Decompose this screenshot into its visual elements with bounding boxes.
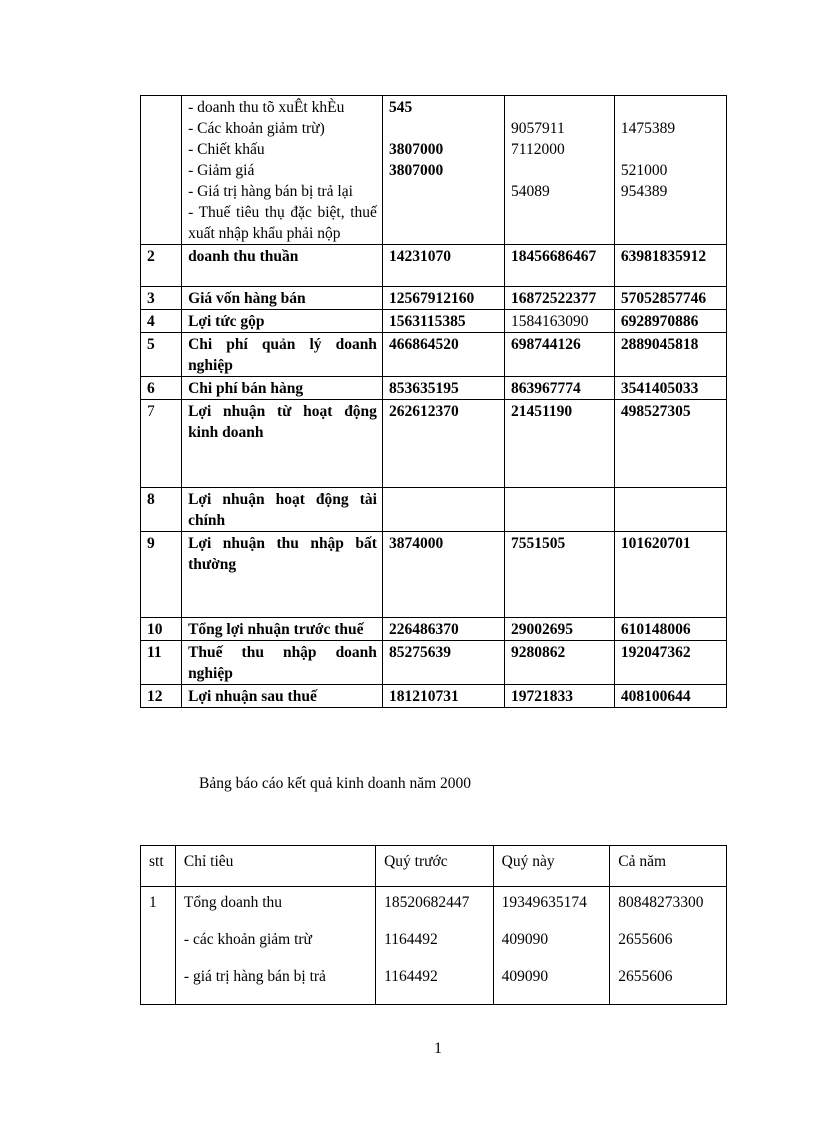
value: 3807000 <box>388 162 444 179</box>
value-cell: 226486370 <box>382 618 504 641</box>
value-cell <box>376 887 494 1005</box>
value-cell: 3541405033 <box>614 377 726 400</box>
table-row <box>141 488 727 532</box>
value <box>389 118 499 139</box>
value-cell: 408100644 <box>614 685 726 708</box>
value-cell: 85275639 <box>382 641 504 685</box>
value: 545 <box>388 99 413 116</box>
stt-cell: 1 <box>141 887 176 1005</box>
value: 3807000 <box>388 141 444 158</box>
value-cell: 29002695 <box>505 618 615 641</box>
value: 409090 <box>501 931 549 948</box>
stt-cell: 4 <box>141 310 182 333</box>
label-cell: Tổng lợi nhuận trước thuế <box>182 618 383 641</box>
label-cell: Chi phí quản lý doanh nghiệp <box>182 333 383 377</box>
table-row <box>141 641 727 685</box>
value-cell: 610148006 <box>614 618 726 641</box>
table-row <box>141 96 727 245</box>
value-cell: 1563115385 <box>382 310 504 333</box>
value: 2655606 <box>618 931 673 948</box>
label-cell: Lợi nhuận từ hoạt động kinh doanh <box>182 400 383 488</box>
table-row <box>141 400 727 488</box>
value <box>511 97 609 118</box>
label-cell: Lợi nhuận sau thuế <box>182 685 383 708</box>
table-row <box>141 287 727 310</box>
value: 1164492 <box>384 968 438 985</box>
header-indicator: Chỉ tiêu <box>175 846 375 887</box>
table-row <box>141 685 727 708</box>
value-cell: 466864520 <box>382 333 504 377</box>
value: 954389 <box>620 183 668 200</box>
value-cell <box>493 887 610 1005</box>
stt-cell: 3 <box>141 287 182 310</box>
value-cell: 2889045818 <box>614 333 726 377</box>
label-cell: Chi phí bán hàng <box>182 377 383 400</box>
value: 9057911 <box>511 120 565 137</box>
value-cell <box>382 96 504 245</box>
value-cell: 698744126 <box>505 333 615 377</box>
value-cell: 9280862 <box>505 641 615 685</box>
value-cell <box>610 887 727 1005</box>
value-cell: 57052857746 <box>614 287 726 310</box>
table-row <box>141 310 727 333</box>
value: 7112000 <box>511 141 565 158</box>
value: 80848273300 <box>618 894 704 911</box>
stt-cell: 8 <box>141 488 182 532</box>
income-table-continued <box>140 95 727 708</box>
value-cell: 18456686467 <box>505 245 615 287</box>
value: 18520682447 <box>384 894 470 911</box>
table-row <box>141 618 727 641</box>
label-cell: Lợi nhuận hoạt động tài chính <box>182 488 383 532</box>
stt-cell: 5 <box>141 333 182 377</box>
stt-cell: 7 <box>141 400 182 488</box>
row-label: - giá trị hàng bán bị trả <box>183 968 326 985</box>
value-cell: 181210731 <box>382 685 504 708</box>
stt-cell: 9 <box>141 532 182 618</box>
value-cell <box>382 488 504 532</box>
value-cell: 192047362 <box>614 641 726 685</box>
table-row <box>141 333 727 377</box>
table-row <box>141 532 727 618</box>
value-cell <box>505 488 615 532</box>
value-cell: 6928970886 <box>614 310 726 333</box>
value-cell: 853635195 <box>382 377 504 400</box>
value: 1164492 <box>384 931 438 948</box>
value-cell <box>614 488 726 532</box>
value-cell: 101620701 <box>614 532 726 618</box>
value: 521000 <box>620 162 668 179</box>
value: 54089 <box>511 183 550 200</box>
table-caption: Bảng báo cáo kết quả kinh doanh năm 2000 <box>199 775 472 792</box>
sub-item-label: - Giá trị hàng bán bị trả lại <box>188 183 353 200</box>
value-cell: 16872522377 <box>505 287 615 310</box>
value-cell: 498527305 <box>614 400 726 488</box>
value: 19349635174 <box>501 894 587 911</box>
sub-item-label: - Giảm giá <box>188 162 255 179</box>
stt-cell: 10 <box>141 618 182 641</box>
value <box>621 139 721 160</box>
table-header-row <box>141 846 727 887</box>
sub-item-label: - doanh thu tõ xuÊt khÈu <box>188 99 345 116</box>
label-cell <box>175 887 375 1005</box>
value-cell: 14231070 <box>382 245 504 287</box>
table-row <box>141 887 727 1005</box>
label-cell: Giá vốn hàng bán <box>182 287 383 310</box>
value <box>511 160 609 181</box>
value-cell: 21451190 <box>505 400 615 488</box>
sub-items-cell <box>182 96 383 245</box>
value: 1475389 <box>620 120 676 137</box>
header-stt: stt <box>141 846 176 887</box>
value <box>621 97 721 118</box>
stt-cell: 6 <box>141 377 182 400</box>
sub-item-label: - Thuế tiêu thụ đặc biệt, thuế xuất nhập khẩu phải nộp <box>188 204 377 242</box>
label-cell: Thuế thu nhập doanh nghiệp <box>182 641 383 685</box>
value: 409090 <box>501 968 549 985</box>
stt-cell: 11 <box>141 641 182 685</box>
header-this-quarter: Quý này <box>493 846 610 887</box>
header-full-year: Cả năm <box>610 846 727 887</box>
page-number: 1 <box>434 1040 442 1057</box>
table-row <box>141 377 727 400</box>
value-cell: 3874000 <box>382 532 504 618</box>
label-cell: Lợi nhuận thu nhập bất thường <box>182 532 383 618</box>
value-cell: 863967774 <box>505 377 615 400</box>
row-label: - các khoản giảm trừ <box>183 931 312 948</box>
row-label: Tổng doanh thu <box>183 894 283 911</box>
value-cell: 7551505 <box>505 532 615 618</box>
stt-cell: 12 <box>141 685 182 708</box>
sub-item-label: - Chiết khấu <box>188 141 265 158</box>
stt-cell <box>141 96 182 245</box>
value-cell: 1584163090 <box>505 310 615 333</box>
value-cell: 19721833 <box>505 685 615 708</box>
value-cell: 63981835912 <box>614 245 726 287</box>
value-cell <box>614 96 726 245</box>
sub-item-label: - Các khoản giảm trừ) <box>188 120 325 137</box>
value-cell: 262612370 <box>382 400 504 488</box>
value: 2655606 <box>618 968 673 985</box>
quarterly-revenue-table <box>140 845 727 1005</box>
label-cell: doanh thu thuần <box>182 245 383 287</box>
label-cell: Lợi tức gộp <box>182 310 383 333</box>
value-cell: 12567912160 <box>382 287 504 310</box>
table-row <box>141 245 727 287</box>
header-prev-quarter: Quý trước <box>376 846 494 887</box>
value-cell <box>505 96 615 245</box>
stt-cell: 2 <box>141 245 182 287</box>
